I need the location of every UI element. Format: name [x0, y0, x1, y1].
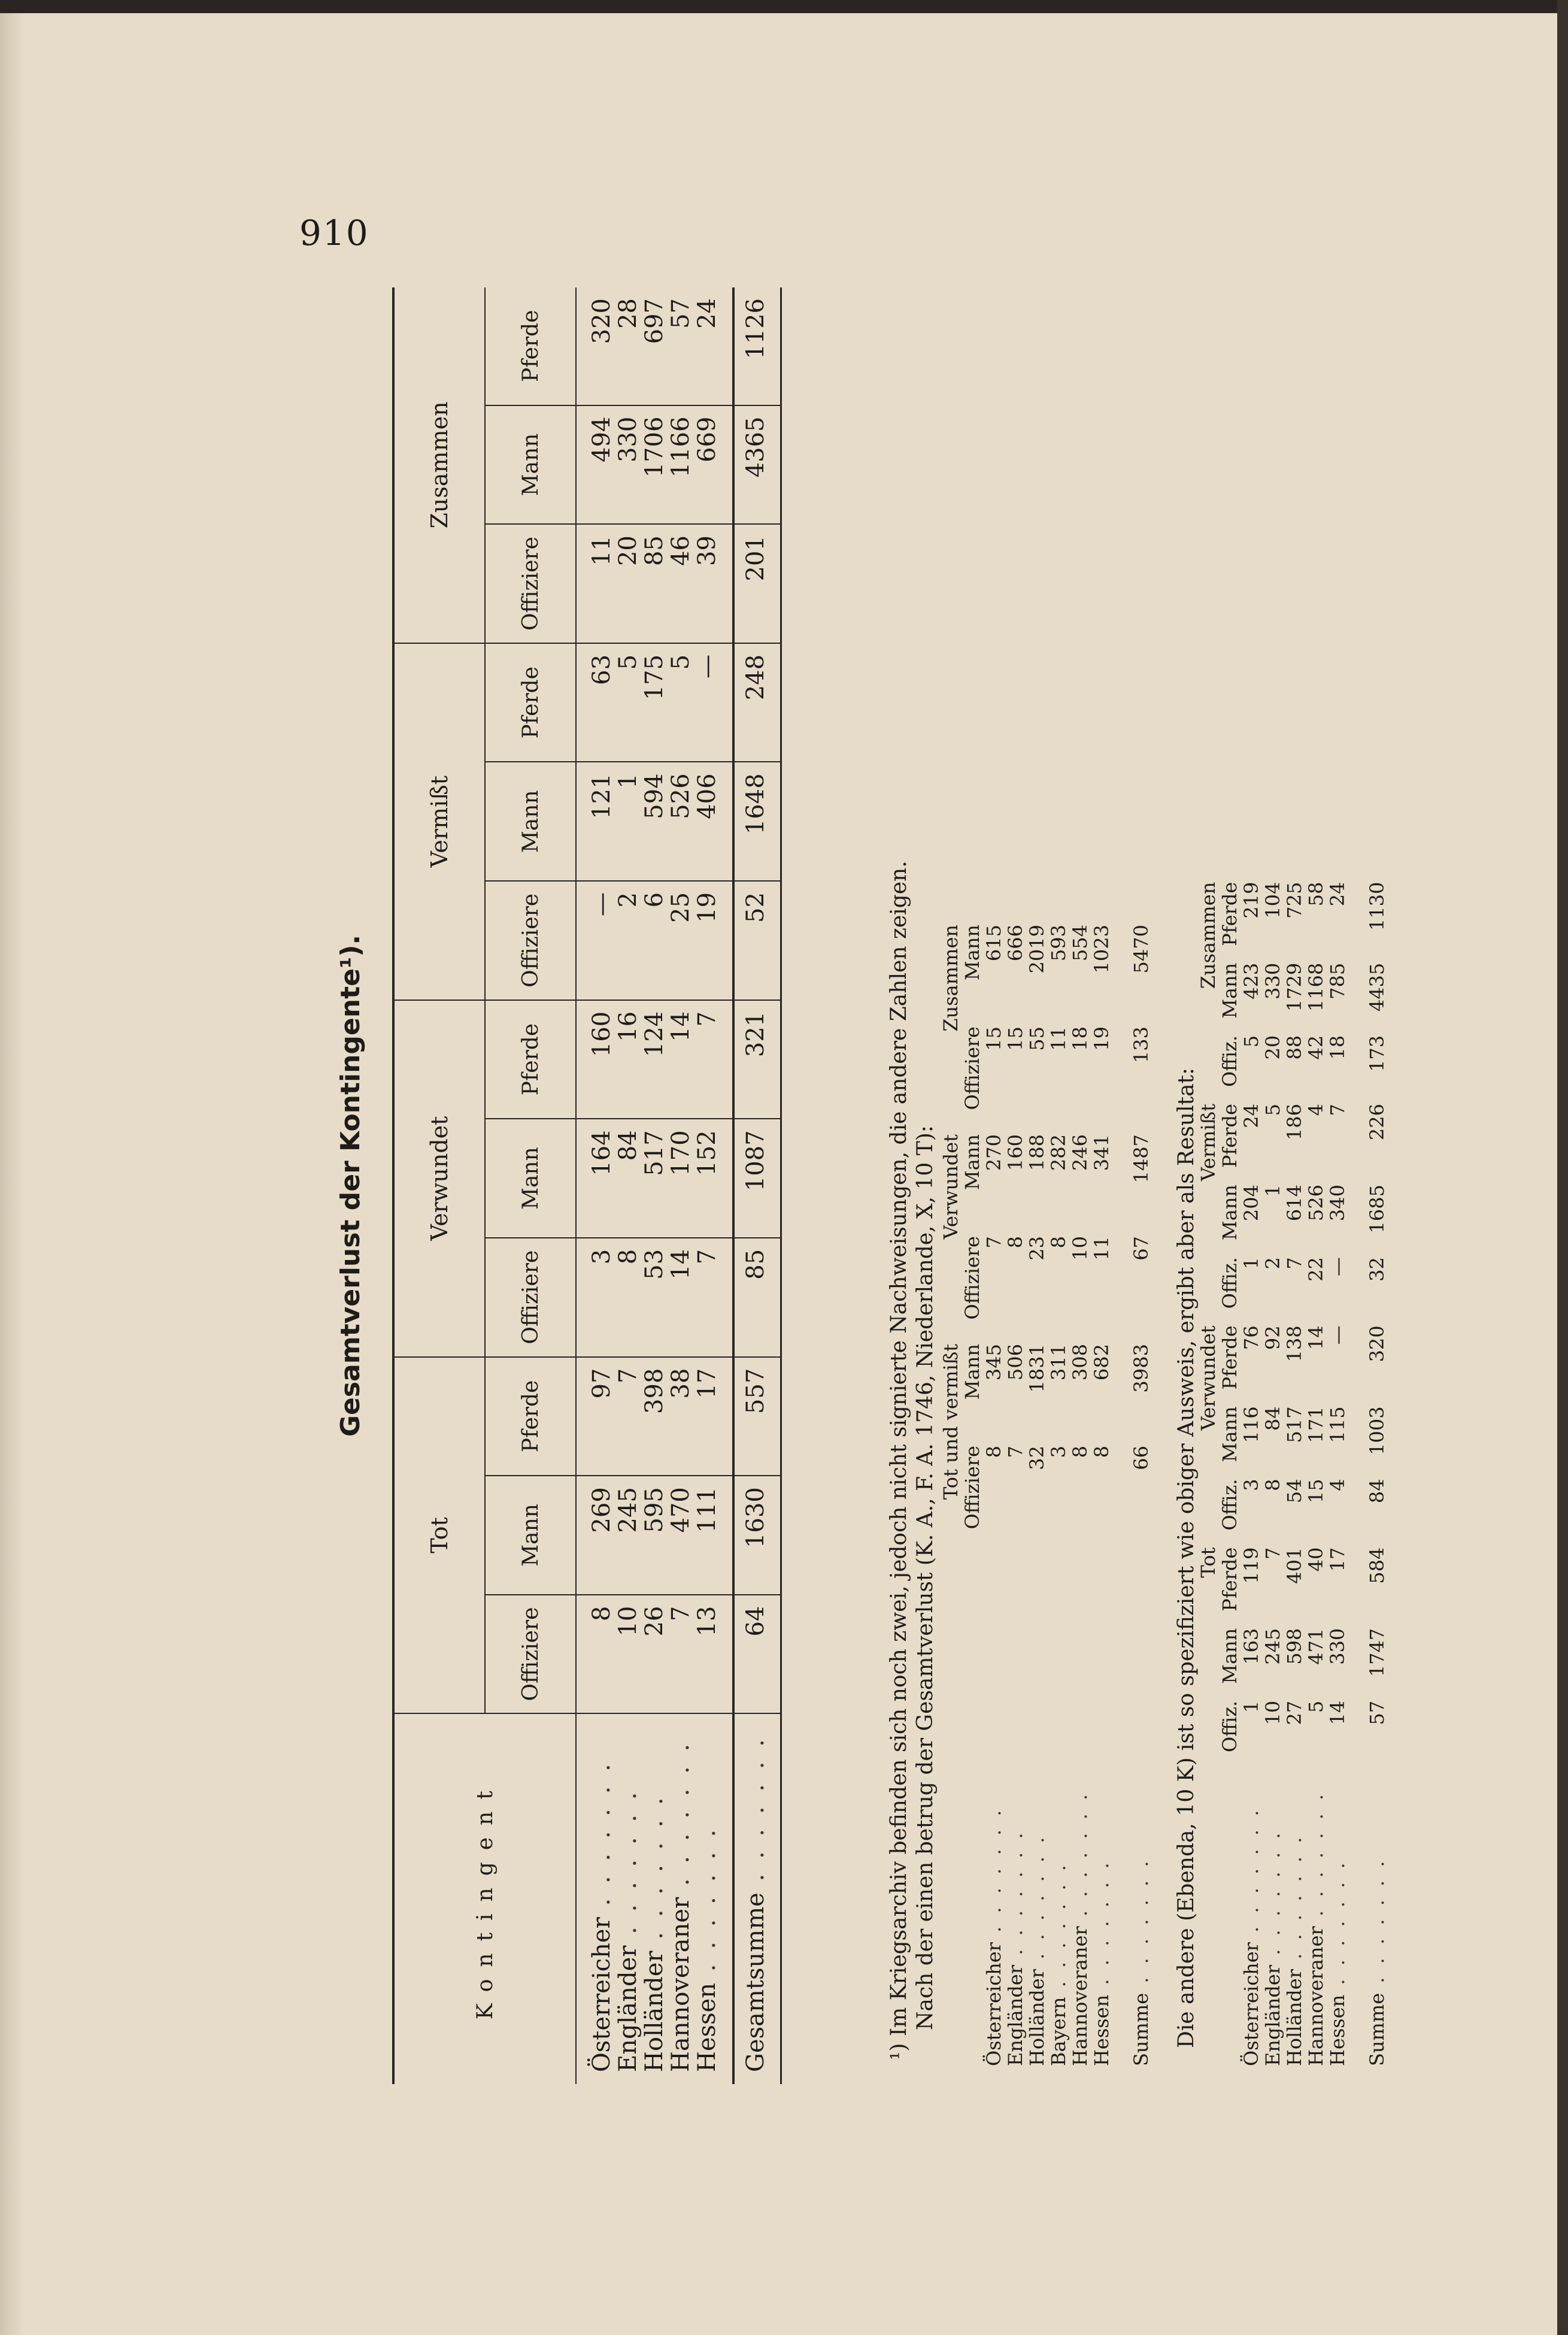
table-row — [1026, 916, 1048, 2072]
table_a-subheader: Mann — [961, 925, 984, 981]
cell-value: 40 — [1305, 1547, 1327, 1572]
row-label: Hannoveraner . . . . . . . — [667, 1740, 694, 2072]
subheader-offiziere: Offiziere — [485, 1595, 576, 1714]
page-gutter-shadow — [0, 13, 24, 2335]
cell-value: 15 — [1305, 1479, 1327, 1504]
sum-label: Summe . . . . . . . — [1130, 1857, 1153, 2066]
cell-value: 5 — [1305, 1700, 1327, 1713]
sum-label: Summe . . . . . . . — [1366, 1857, 1388, 2066]
table-b-group-verwundet: Verwundet — [1197, 1325, 1220, 1431]
table_b-subheader: Mann — [1218, 962, 1241, 1019]
cell-value: 11 — [589, 524, 615, 643]
subheader-offiziere: Offiziere — [485, 524, 576, 643]
table-row — [1262, 874, 1284, 2072]
leader-dots: . . . . . . . — [588, 1760, 615, 1918]
cell-value: 24 — [694, 287, 720, 405]
cell-value: 15 — [1004, 1026, 1027, 1051]
table-a-group-tot-vermisst: Tot und vermißt — [939, 1344, 962, 1500]
table-row — [694, 287, 720, 2084]
cell-value: 1168 — [1305, 962, 1327, 1012]
total-value: 1630 — [733, 1476, 777, 1595]
cell-value: 666 — [1004, 925, 1027, 962]
table_b-subheader: Offiz. — [1218, 1257, 1241, 1309]
table-row — [1327, 874, 1348, 2072]
sum-value: 32 — [1366, 1257, 1388, 1282]
footnote — [886, 287, 939, 2084]
group-header-tot: Tot — [393, 1357, 485, 1714]
table-total-row — [733, 287, 777, 2084]
sum-value: 1003 — [1366, 1406, 1388, 1455]
total-value: 557 — [733, 1357, 777, 1476]
cell-value: 10 — [1069, 1236, 1091, 1261]
cell-value: 11 — [1090, 1236, 1113, 1261]
cell-value: 14 — [668, 1000, 694, 1119]
table_b-subheader: Pferde — [1218, 1547, 1241, 1612]
table_b-subheader: Offiz. — [1218, 1035, 1241, 1088]
cell-value: 598 — [1283, 1628, 1306, 1665]
sum-value: 1487 — [1130, 1134, 1153, 1183]
leader-dots: . . . . . . . — [982, 1806, 1005, 1943]
subheader-pferde: Pferde — [485, 287, 576, 405]
cell-value: 5 — [1240, 1035, 1263, 1048]
cell-value: 697 — [641, 287, 668, 405]
cell-value: 7 — [1326, 1104, 1349, 1116]
cell-value: 152 — [694, 1119, 720, 1238]
table_b-subheader: Offiz. — [1218, 1479, 1241, 1531]
total-value: 1087 — [733, 1119, 777, 1238]
cell-value: 517 — [641, 1119, 668, 1238]
cell-value: 19 — [694, 881, 720, 1000]
subheader-offiziere: Offiziere — [485, 1238, 576, 1357]
cell-value: 3 — [1047, 1446, 1070, 1458]
cell-value: 669 — [694, 405, 720, 525]
subheader-mann: Mann — [485, 405, 576, 525]
cell-value: 8 — [589, 1595, 615, 1714]
cell-value: — — [694, 643, 720, 762]
cell-value: 526 — [1305, 1185, 1327, 1222]
cell-value: 97 — [589, 1357, 615, 1476]
table_b-subheader: Mann — [1218, 1628, 1241, 1684]
cell-value: 270 — [982, 1134, 1005, 1171]
row-label: Holländer . . . . . . . — [1283, 1833, 1306, 2066]
sum-value: 133 — [1130, 1026, 1153, 1064]
sum-value: 1685 — [1366, 1185, 1388, 1234]
cell-value: 308 — [1069, 1344, 1091, 1381]
cell-value: 10 — [615, 1595, 641, 1714]
cell-value: 470 — [668, 1476, 694, 1595]
cell-value: 76 — [1240, 1325, 1263, 1350]
cell-value: 15 — [982, 1026, 1005, 1051]
cell-value: 1831 — [1026, 1344, 1048, 1393]
cell-value: 3 — [589, 1238, 615, 1357]
cell-value: 494 — [589, 405, 615, 525]
cell-value: 401 — [1283, 1547, 1306, 1584]
cell-value: 186 — [1283, 1104, 1306, 1141]
sum-value: 57 — [1366, 1700, 1388, 1725]
cell-value: 7 — [982, 1236, 1005, 1249]
leader-dots: . . . . . . . — [641, 1794, 668, 1951]
cell-value: 39 — [694, 524, 720, 643]
cell-value: 526 — [668, 762, 694, 881]
table_b-subheader: Pferde — [1218, 882, 1241, 946]
cell-value: 219 — [1240, 882, 1263, 919]
cell-value: 8 — [1069, 1446, 1091, 1458]
row-label: Hannoveraner . . . . . . . — [1305, 1790, 1327, 2066]
cell-value: 8 — [982, 1446, 1005, 1458]
total-value: 321 — [733, 1000, 777, 1119]
leader-dots: . . . . . . . — [742, 1736, 769, 1893]
subheader-mann: Mann — [485, 1119, 576, 1238]
table-row — [1091, 916, 1112, 2072]
table_a-subheader: Mann — [961, 1344, 984, 1400]
footnote-line-1: ¹) Im Kriegsarchiv befinden sich noch zwei, jedoch nicht signierte Nachweisungen, die andere Zahlen zeigen. — [887, 861, 911, 2060]
cell-value: 32 — [1026, 1446, 1048, 1470]
leader-dots: . . . . . . . — [1240, 1806, 1263, 1943]
rotated-content-inner — [335, 287, 1388, 2084]
cell-value: 282 — [1047, 1134, 1070, 1171]
cell-value: 10 — [1261, 1700, 1284, 1725]
cell-value: 14 — [1305, 1325, 1327, 1350]
total-value: 248 — [733, 643, 777, 762]
cell-value: 13 — [694, 1595, 720, 1714]
cell-value: 160 — [1004, 1134, 1027, 1171]
cell-value: 5 — [668, 643, 694, 762]
row-label: Bayern . . . . . . . — [1047, 1861, 1070, 2066]
cell-value: 111 — [694, 1476, 720, 1595]
cell-value: 28 — [615, 287, 641, 405]
page-number: 910 — [299, 213, 369, 253]
sum-value: 4435 — [1366, 962, 1388, 1012]
cell-value: 5 — [615, 643, 641, 762]
cell-value: 593 — [1047, 925, 1070, 962]
cell-value: 615 — [982, 925, 1005, 962]
cell-value: 725 — [1283, 882, 1306, 919]
table_b-subheader: Mann — [1218, 1406, 1241, 1462]
group-header-zusammen: Zusammen — [393, 287, 485, 643]
cell-value: 171 — [1305, 1406, 1327, 1443]
cell-value: 55 — [1026, 1026, 1048, 1051]
sum-value: 67 — [1130, 1236, 1153, 1261]
cell-value: 1706 — [641, 405, 668, 525]
sum-value: 584 — [1366, 1547, 1388, 1584]
cell-value: 595 — [641, 1476, 668, 1595]
row-label: Österreicher . . . . . . . — [1240, 1806, 1263, 2066]
cell-value: 53 — [641, 1238, 668, 1357]
sum-value: 84 — [1366, 1479, 1388, 1504]
leader-dots: . . . . . . . — [1305, 1790, 1327, 1927]
row-label: Engländer . . . . . . . — [1004, 1829, 1027, 2066]
cell-value: 58 — [1305, 882, 1327, 907]
intro-table-b: Die andere (Ebenda, 10 K) ist so spezifiziert wie obiger Ausweis, ergibt aber als Resultat: — [1174, 1067, 1199, 2048]
cell-value: 88 — [1283, 1035, 1306, 1060]
leader-dots: . . . . . . . — [693, 1825, 721, 1983]
cell-value: 7 — [1261, 1547, 1284, 1560]
cell-value: 27 — [1283, 1700, 1306, 1725]
cell-value: 2019 — [1026, 925, 1048, 974]
page-edge-top — [0, 0, 1568, 13]
cell-value: 340 — [1326, 1185, 1349, 1222]
cell-value: 8 — [615, 1238, 641, 1357]
table-b-group-vermisst: Vermißt — [1197, 1104, 1220, 1182]
cell-value: 23 — [1026, 1236, 1048, 1261]
cell-value: 124 — [641, 1000, 668, 1119]
cell-value: 2 — [615, 881, 641, 1000]
sum-value: 173 — [1366, 1035, 1388, 1072]
table-row — [668, 287, 694, 2084]
table_b-subheader: Offiz. — [1218, 1700, 1241, 1752]
cell-value: 57 — [668, 287, 694, 405]
cell-value: — — [1326, 1325, 1349, 1345]
cell-value: 398 — [641, 1357, 668, 1476]
table_b-subheader: Pferde — [1218, 1104, 1241, 1168]
table_a-subheader: Offiziere — [961, 1026, 984, 1110]
kontingent-header: Kontingent — [393, 1713, 576, 2084]
leader-dots: . . . . . . . — [1026, 1833, 1048, 1969]
leader-dots: . . . . . . . — [1069, 1790, 1091, 1927]
cell-value: 26 — [641, 1595, 668, 1714]
sum-value: 66 — [1130, 1446, 1153, 1470]
sum-value: 1747 — [1366, 1628, 1388, 1677]
total-value: 52 — [733, 881, 777, 1000]
cell-value: 1 — [1261, 1185, 1284, 1197]
leader-dots: . . . . . . . — [1004, 1829, 1027, 1965]
footnote-line-2: Nach der einen betrug der Gesamtverlust (K. A., F. A. 1746, Niederlande, X, 10 T): — [913, 1125, 938, 2030]
cell-value: 471 — [1305, 1628, 1327, 1665]
cell-value: 204 — [1240, 1185, 1263, 1222]
leader-dots: . . . . . . . — [614, 1788, 642, 1946]
main-loss-table — [392, 287, 782, 2084]
cell-value: 4 — [1305, 1104, 1327, 1116]
cell-value: 92 — [1261, 1325, 1284, 1350]
cell-value: 84 — [1261, 1406, 1284, 1431]
cell-value: 246 — [1069, 1134, 1091, 1171]
cell-value: 160 — [589, 1000, 615, 1119]
subheader-offiziere: Offiziere — [485, 881, 576, 1000]
cell-value: 4 — [1326, 1479, 1349, 1491]
cell-value: 245 — [1261, 1628, 1284, 1665]
cell-value: 1 — [1240, 1257, 1263, 1270]
cell-value: 46 — [668, 524, 694, 643]
row-label: Holländer . . . . . . . — [641, 1794, 668, 2072]
sum-value: 5470 — [1130, 925, 1153, 974]
row-label: Hessen . . . . . . . — [693, 1825, 721, 2072]
cell-value: 11 — [1047, 1026, 1070, 1051]
table-row — [641, 287, 668, 2084]
cell-value: 138 — [1283, 1325, 1306, 1362]
leader-dots: . . . . . . . — [1090, 1859, 1113, 1995]
cell-value: 594 — [641, 762, 668, 881]
cell-value: 1023 — [1090, 925, 1113, 974]
cell-value: 2 — [1261, 1257, 1284, 1270]
group-header-vermisst: Vermißt — [393, 643, 485, 1000]
cell-value: 104 — [1261, 882, 1284, 919]
leader-dots: . . . . . . . — [1283, 1833, 1306, 1969]
table-row — [589, 287, 615, 2084]
cell-value: 17 — [1326, 1547, 1349, 1572]
cell-value: 54 — [1283, 1479, 1306, 1504]
cell-value: 614 — [1283, 1185, 1306, 1222]
cell-value: 8 — [1004, 1236, 1027, 1249]
cell-value: 16 — [615, 1000, 641, 1119]
row-label: Holländer . . . . . . . — [1026, 1833, 1048, 2066]
cell-value: 8 — [1047, 1236, 1070, 1249]
cell-value: 330 — [1326, 1628, 1349, 1665]
table_a-subheader: Mann — [961, 1134, 984, 1191]
cell-value: 175 — [641, 643, 668, 762]
cell-value: 7 — [1283, 1257, 1306, 1270]
leader-dots: . . . . . . . — [1047, 1861, 1070, 1997]
cell-value: 311 — [1047, 1344, 1070, 1381]
cell-value: 20 — [1261, 1035, 1284, 1060]
cell-value: 682 — [1090, 1344, 1113, 1381]
cell-value: 164 — [589, 1119, 615, 1238]
subheader-mann: Mann — [485, 762, 576, 881]
cell-value: 17 — [694, 1357, 720, 1476]
cell-value: 5 — [1261, 1104, 1284, 1116]
cell-value: 345 — [982, 1344, 1005, 1381]
footnote-table-a — [940, 916, 1152, 2072]
cell-value: 423 — [1240, 962, 1263, 1000]
cell-value: 269 — [589, 1476, 615, 1595]
cell-value: 163 — [1240, 1628, 1263, 1665]
subheader-pferde: Pferde — [485, 1000, 576, 1119]
table-row — [1305, 874, 1327, 2072]
cell-value: 38 — [668, 1357, 694, 1476]
row-label: Engländer . . . . . . . — [614, 1788, 642, 2072]
row-label: Österreicher . . . . . . . — [588, 1760, 615, 2072]
sum-value: 226 — [1366, 1104, 1388, 1141]
cell-value: 42 — [1305, 1035, 1327, 1060]
leader-dots: . . . . . . . — [1326, 1859, 1349, 1995]
cell-value: 20 — [615, 524, 641, 643]
cell-value: 8 — [1090, 1446, 1113, 1458]
subheader-mann: Mann — [485, 1476, 576, 1595]
cell-value: 1729 — [1283, 962, 1306, 1012]
table-a-group-verwundet: Verwundet — [939, 1134, 962, 1240]
cell-value: 1 — [615, 762, 641, 881]
cell-value: 506 — [1004, 1344, 1027, 1381]
cell-value: 84 — [615, 1119, 641, 1238]
table-a-group-zusammen: Zusammen — [939, 925, 962, 1032]
cell-value: 330 — [615, 405, 641, 525]
page-edge-right — [1557, 0, 1568, 2335]
sum-value: 3983 — [1130, 1344, 1153, 1393]
total-value: 4365 — [733, 405, 777, 525]
sum-value: 320 — [1366, 1325, 1388, 1362]
page-title: Gesamtverlust der Kontingente¹). — [335, 934, 366, 1437]
table_a-subheader: Offiziere — [961, 1446, 984, 1530]
sum-value: 1130 — [1366, 882, 1388, 931]
table-row — [615, 287, 641, 2084]
cell-value: 63 — [589, 643, 615, 762]
cell-value: 22 — [1305, 1257, 1327, 1282]
rotated-content — [335, 287, 1388, 2084]
cell-value: 517 — [1283, 1406, 1306, 1443]
cell-value: 14 — [1326, 1700, 1349, 1725]
cell-value: 1166 — [668, 405, 694, 525]
cell-value: — — [589, 881, 615, 1000]
cell-value: 7 — [615, 1357, 641, 1476]
main-table-body — [589, 287, 720, 2084]
cell-value: 785 — [1326, 962, 1349, 1000]
total-label: Gesamtsumme . . . . . . . — [733, 1713, 777, 2084]
cell-value: 341 — [1090, 1134, 1113, 1171]
cell-value: 121 — [589, 762, 615, 881]
cell-value: — — [1326, 1257, 1349, 1277]
leader-dots: . . . . . . . — [667, 1740, 694, 1897]
table-row — [1069, 916, 1091, 2072]
cell-value: 14 — [668, 1238, 694, 1357]
cell-value: 24 — [1240, 1104, 1263, 1128]
table_a-subheader: Offiziere — [961, 1236, 984, 1320]
leader-dots: . . . . . . . — [1261, 1829, 1284, 1965]
cell-value: 116 — [1240, 1406, 1263, 1443]
table-b-group-tot: Tot — [1197, 1547, 1220, 1578]
cell-value: 1 — [1240, 1700, 1263, 1713]
cell-value: 7 — [694, 1238, 720, 1357]
cell-value: 85 — [641, 524, 668, 643]
table_b-subheader: Mann — [1218, 1185, 1241, 1241]
cell-value: 19 — [1090, 1026, 1113, 1051]
cell-value: 24 — [1326, 882, 1349, 907]
cell-value: 170 — [668, 1119, 694, 1238]
cell-value: 245 — [615, 1476, 641, 1595]
subheader-pferde: Pferde — [485, 643, 576, 762]
table_b-subheader: Pferde — [1218, 1325, 1241, 1390]
cell-value: 7 — [694, 1000, 720, 1119]
total-value: 201 — [733, 524, 777, 643]
table-row — [1284, 874, 1305, 2072]
leader-dots: . . . . . . . — [1366, 1857, 1388, 1993]
table-row — [983, 916, 1005, 2072]
cell-value: 18 — [1326, 1035, 1349, 1060]
row-label: Österreicher . . . . . . . — [982, 1806, 1005, 2066]
row-label: Engländer . . . . . . . — [1261, 1829, 1284, 2066]
cell-value: 25 — [668, 881, 694, 1000]
cell-value: 7 — [1004, 1446, 1027, 1458]
row-label: Hessen . . . . . . . — [1090, 1859, 1113, 2066]
cell-value: 8 — [1261, 1479, 1284, 1491]
cell-value: 3 — [1240, 1479, 1263, 1491]
subheader-pferde: Pferde — [485, 1357, 576, 1476]
leader-dots: . . . . . . . — [1130, 1857, 1153, 1993]
footnote-table-b — [1197, 874, 1388, 2072]
cell-value: 330 — [1261, 962, 1284, 1000]
cell-value: 406 — [694, 762, 720, 881]
row-label: Hannoveraner . . . . . . . — [1069, 1790, 1091, 2066]
total-value: 64 — [733, 1595, 777, 1714]
cell-value: 7 — [668, 1595, 694, 1714]
total-value: 1126 — [733, 287, 777, 405]
table-row — [1048, 916, 1069, 2072]
row-label: Hessen . . . . . . . — [1326, 1859, 1349, 2066]
cell-value: 6 — [641, 881, 668, 1000]
table-b-group-zusammen: Zusammen — [1197, 882, 1220, 989]
cell-value: 119 — [1240, 1547, 1263, 1584]
total-value: 85 — [733, 1238, 777, 1357]
cell-value: 188 — [1026, 1134, 1048, 1171]
table-row — [1241, 874, 1262, 2072]
cell-value: 320 — [589, 287, 615, 405]
table-row — [1005, 916, 1026, 2072]
total-value: 1648 — [733, 762, 777, 881]
cell-value: 554 — [1069, 925, 1091, 962]
cell-value: 115 — [1326, 1406, 1349, 1443]
cell-value: 18 — [1069, 1026, 1091, 1051]
group-header-verwundet: Verwundet — [393, 1000, 485, 1357]
